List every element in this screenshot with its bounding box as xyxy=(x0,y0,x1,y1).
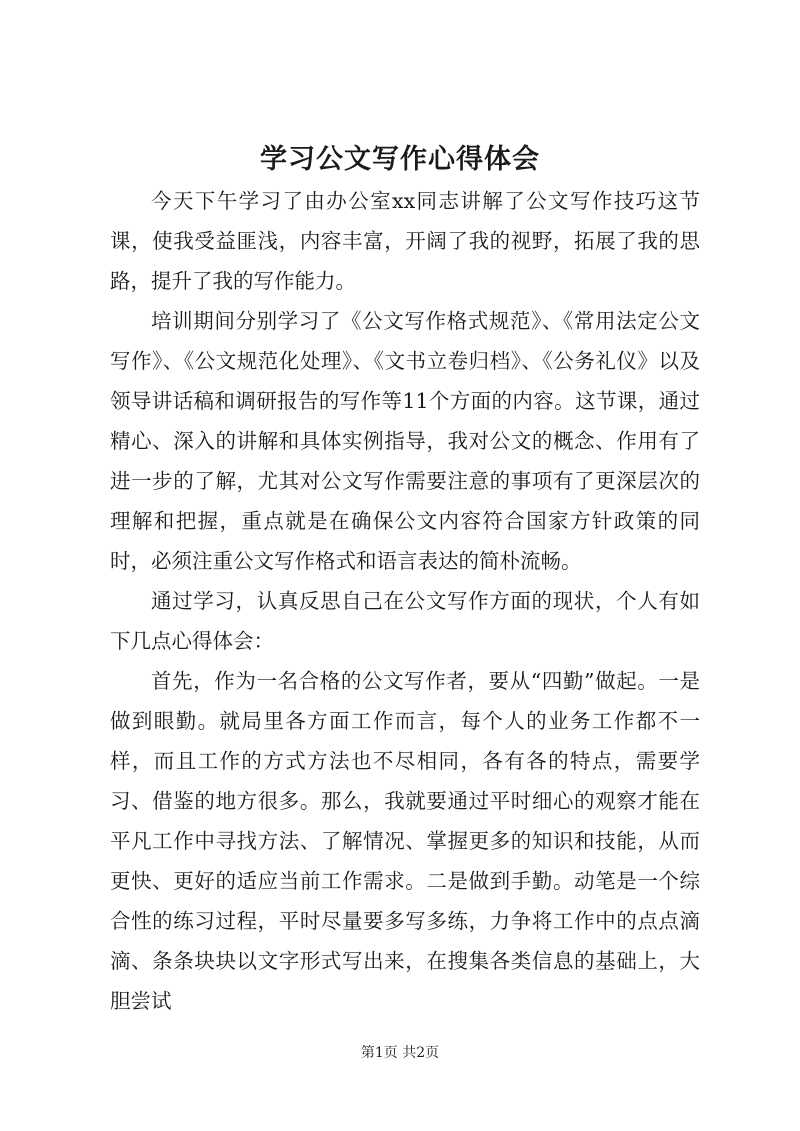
document-body xyxy=(110,181,700,1021)
page-number-footer: 第1页 共2页 xyxy=(360,1045,440,1061)
document-title: 学习公文写作心得体会 xyxy=(260,144,540,175)
paragraph-intro: 今天下午学习了由办公室xx同志讲解了公文写作技巧这节课，使我受益匪浅，内容丰富，开阔了我的视野，拓展了我的思路，提升了我的写作能力。 xyxy=(110,189,700,293)
paragraph-four-diligence: 首先，作为一名合格的公文写作者，要从“四勤”做起。一是做到眼勤。就局里各方面工作而言，每个人的业务工作都不一样，而且工作的方式方法也不尽相同，各有各的特点，需要学习、借鉴的地方很多。那么，我就要通过平时细心的观察才能在平凡工作中寻找方法、了解情况、掌握更多的知识和技能，从而更快、更好的适应当前工作需求。二是做到手勤。动笔是一个综合性的练习过程，平时尽量要多写多练，力争将工作中的点点滴滴、条条块块以文字形式写出来，在搜集各类信息的基础上，大胆尝试 xyxy=(110,669,700,1013)
paragraph-training-content: 培训期间分别学习了《公文写作格式规范》、《常用法定公文写作》、《公文规范化处理》、《文书立卷归档》、《公务礼仪》以及领导讲话稿和调研报告的写作等11个方面的内容。这节课，通过精心、深入的讲解和具体实例指导，我对公文的概念、作用有了进一步的了解，尤其对公文写作需要注意的事项有了更深层次的理解和把握，重点就是在确保公文内容符合国家方针政策的同时，必须注重公文写作格式和语言表达的简朴流畅。 xyxy=(110,309,700,573)
paragraph-reflection: 通过学习，认真反思自己在公文写作方面的现状，个人有如下几点心得体会： xyxy=(110,589,700,653)
